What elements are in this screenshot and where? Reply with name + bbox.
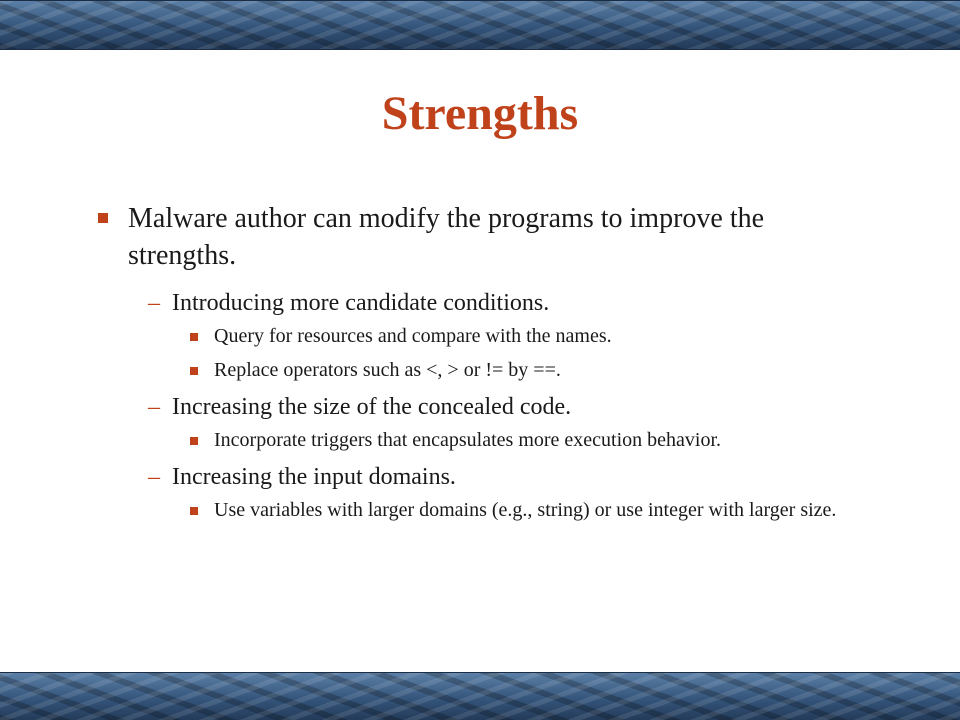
bottom-decorative-band	[0, 672, 960, 720]
square-bullet-icon	[190, 507, 198, 515]
sub-point-text: Increasing the size of the concealed code.	[172, 394, 572, 420]
top-decorative-band	[0, 0, 960, 50]
sub-point-text: Increasing the input domains.	[172, 464, 456, 490]
dash-marker: –	[148, 290, 160, 316]
slide-title: Strengths	[381, 87, 579, 140]
slide-content	[0, 200, 960, 532]
square-bullet-icon	[98, 213, 108, 223]
detail-item-text: Incorporate triggers that encapsulates more execution behavior.	[214, 429, 722, 451]
square-bullet-icon	[190, 437, 198, 445]
square-bullet-icon	[190, 333, 198, 341]
square-bullet-icon	[190, 367, 198, 375]
detail-item	[0, 324, 874, 349]
sub-point-3	[0, 462, 960, 492]
sub-point-2	[0, 392, 960, 422]
main-bullet	[0, 200, 808, 274]
detail-item-text: Replace operators such as <, > or != by ==.	[214, 359, 561, 381]
detail-item-text: Query for resources and compare with the names.	[214, 325, 612, 347]
detail-item-text: Use variables with larger domains (e.g., string) or use integer with larger size.	[214, 499, 837, 521]
detail-item	[0, 358, 874, 383]
sub-point-text: Introducing more candidate conditions.	[172, 290, 550, 316]
main-bullet-text: Malware author can modify the programs to improve the strengths.	[128, 203, 765, 271]
sub-point-1	[0, 288, 960, 318]
dash-marker: –	[148, 394, 160, 420]
detail-item	[0, 498, 874, 523]
detail-item	[0, 428, 874, 453]
dash-marker: –	[148, 464, 160, 490]
